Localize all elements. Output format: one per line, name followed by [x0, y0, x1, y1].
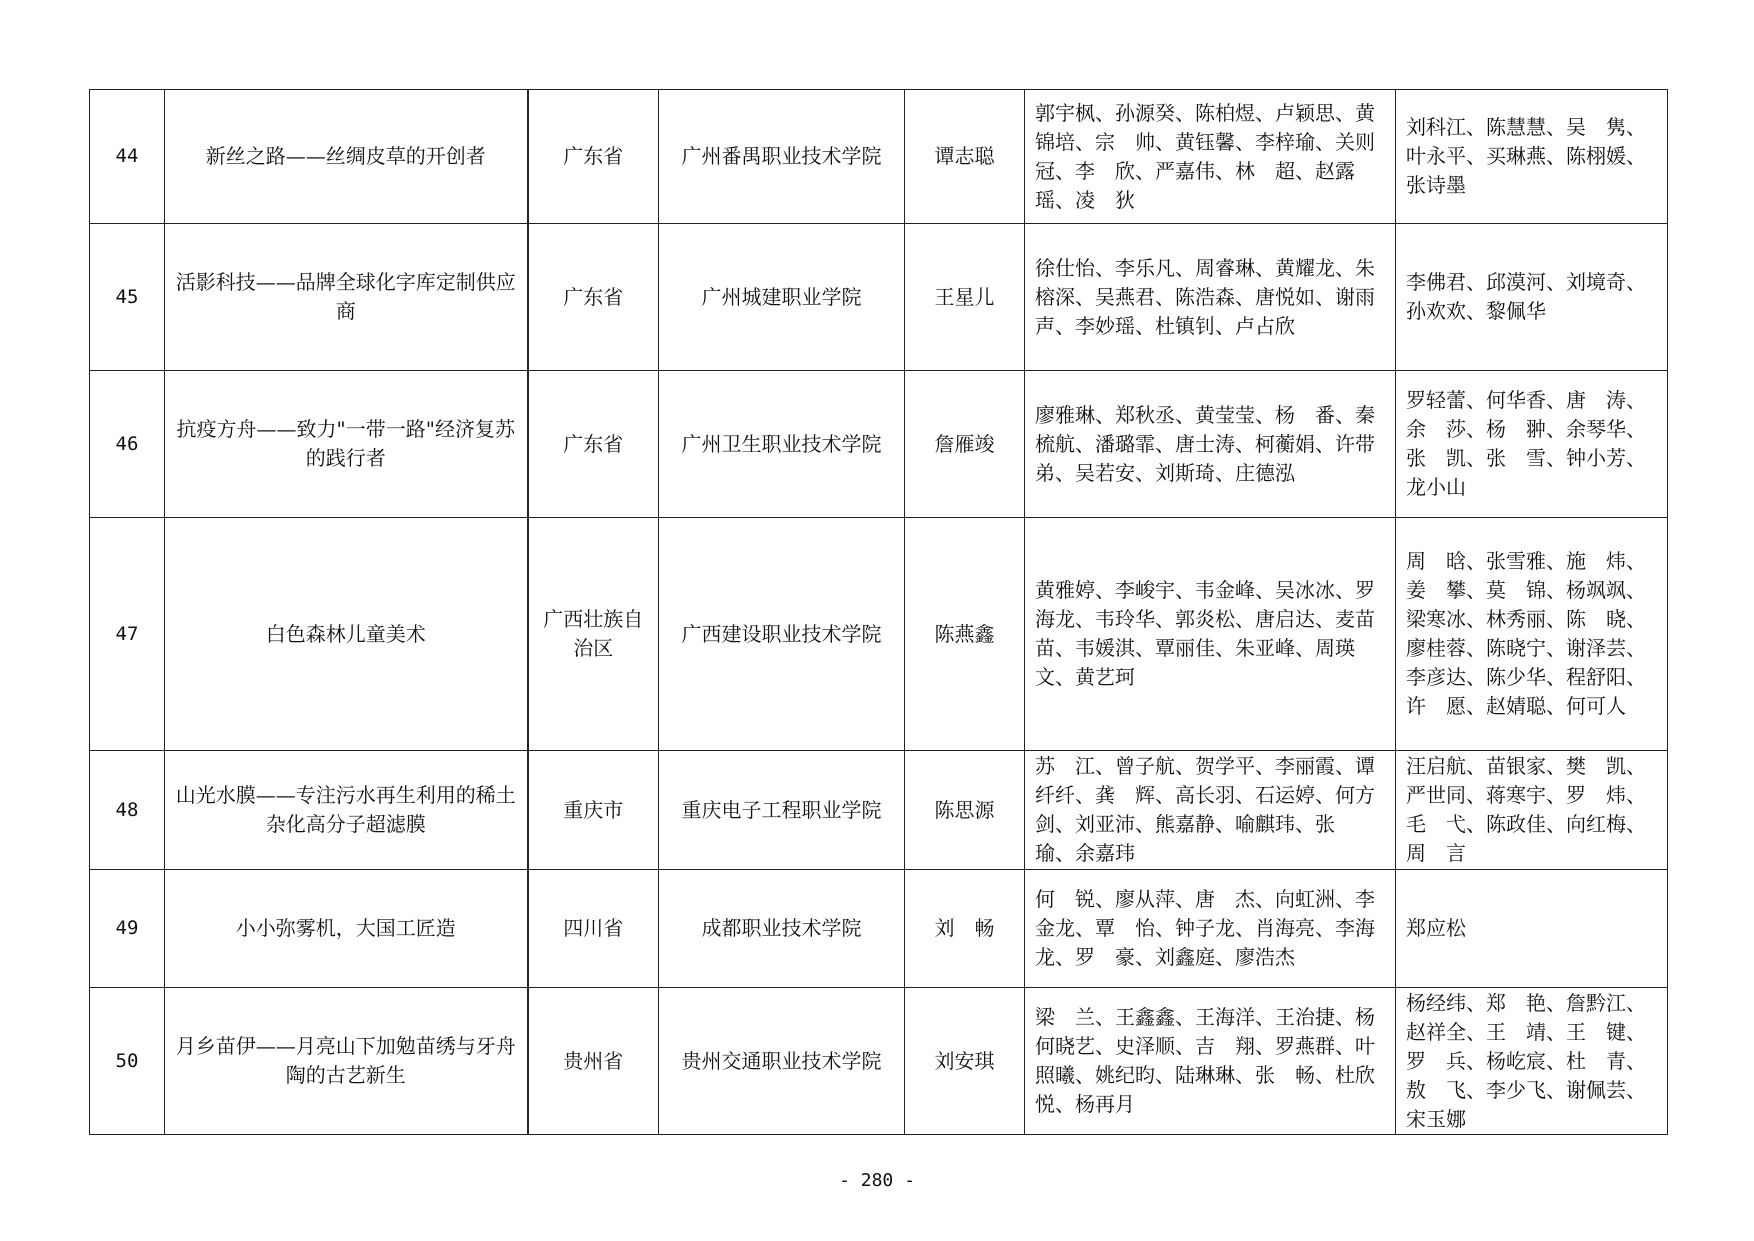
- school: 重庆电子工程职业学院: [659, 751, 905, 870]
- row-number: 44: [90, 90, 165, 224]
- table-row: [90, 988, 1668, 1135]
- project-name: 小小弥雾机，大国工匠造: [165, 870, 528, 988]
- team-leader: 陈思源: [905, 751, 1025, 870]
- row-number: 49: [90, 870, 165, 988]
- project-name: 活影科技——品牌全球化字库定制供应商: [165, 224, 528, 371]
- row-number: 48: [90, 751, 165, 870]
- advisors: 刘科江、陈慧慧、吴 隽、叶永平、买琳燕、陈栩媛、张诗墨: [1396, 90, 1668, 224]
- row-number: 45: [90, 224, 165, 371]
- advisors: 杨经纬、郑 艳、詹黔江、赵祥全、王 靖、王 键、罗 兵、杨屹宸、杜 青、敖 飞、李少飞、谢佩芸、宋玉娜: [1396, 988, 1668, 1135]
- project-name: 山光水膜——专注污水再生利用的稀土杂化高分子超滤膜: [165, 751, 528, 870]
- project-name: 抗疫方舟——致力"一带一路"经济复苏的践行者: [165, 371, 528, 518]
- table-row: [90, 870, 1668, 988]
- team-members: 黄雅婷、李峻宇、韦金峰、吴冰冰、罗海龙、韦玲华、郭炎松、唐启达、麦苗苗、韦媛淇、覃丽佳、朱亚峰、周瑛文、黄艺珂: [1025, 518, 1396, 751]
- school: 广州番禺职业技术学院: [659, 90, 905, 224]
- team-leader: 詹雁竣: [905, 371, 1025, 518]
- school: 广州卫生职业技术学院: [659, 371, 905, 518]
- project-name: 新丝之路——丝绸皮草的开创者: [165, 90, 528, 224]
- row-number: 46: [90, 371, 165, 518]
- school: 广西建设职业技术学院: [659, 518, 905, 751]
- table-row: [90, 90, 1668, 224]
- team-leader: 刘安琪: [905, 988, 1025, 1135]
- advisors: 郑应松: [1396, 870, 1668, 988]
- row-number: 47: [90, 518, 165, 751]
- row-number: 50: [90, 988, 165, 1135]
- advisors: 汪启航、苗银家、樊 凯、严世同、蒋寒宇、罗 炜、毛 弋、陈政佳、向红梅、周 言: [1396, 751, 1668, 870]
- table-row: [90, 518, 1668, 751]
- advisors: 李佛君、邱漠河、刘境奇、孙欢欢、黎佩华: [1396, 224, 1668, 371]
- team-members: 徐仕怡、李乐凡、周睿琳、黄耀龙、朱榕深、吴燕君、陈浩森、唐悦如、谢雨声、李妙瑶、杜镇钊、卢占欣: [1025, 224, 1396, 371]
- team-leader: 陈燕鑫: [905, 518, 1025, 751]
- province: 广西壮族自治区: [528, 518, 659, 751]
- team-leader: 王星儿: [905, 224, 1025, 371]
- page-number: - 280 -: [839, 1170, 915, 1191]
- province: 广东省: [528, 371, 659, 518]
- province: 广东省: [528, 90, 659, 224]
- advisors: 罗轻蕾、何华香、唐 涛、余 莎、杨 翀、余琴华、张 凯、张 雪、钟小芳、龙小山: [1396, 371, 1668, 518]
- team-members: 郭宇枫、孙源癸、陈柏煜、卢颖思、黄锦培、宗 帅、黄钰馨、李梓瑜、关则冠、李 欣、严嘉伟、林 超、赵露瑶、凌 狄: [1025, 90, 1396, 224]
- province: 贵州省: [528, 988, 659, 1135]
- project-name: 白色森林儿童美术: [165, 518, 528, 751]
- project-name: 月乡苗伊——月亮山下加勉苗绣与牙舟陶的古艺新生: [165, 988, 528, 1135]
- team-members: 梁 兰、王鑫鑫、王海洋、王治捷、杨何晓艺、史泽顺、吉 翔、罗燕群、叶照曦、姚纪昀、陆琳琳、张 畅、杜欣悦、杨再月: [1025, 988, 1396, 1135]
- table-row: [90, 371, 1668, 518]
- team-members: 廖雅琳、郑秋丞、黄莹莹、杨 番、秦梳航、潘璐霏、唐士涛、柯蘅娟、许带弟、吴若安、刘斯琦、庄德泓: [1025, 371, 1396, 518]
- school: 成都职业技术学院: [659, 870, 905, 988]
- province: 广东省: [528, 224, 659, 371]
- team-leader: 谭志聪: [905, 90, 1025, 224]
- award-table: [89, 89, 1668, 1135]
- province: 重庆市: [528, 751, 659, 870]
- school: 广州城建职业学院: [659, 224, 905, 371]
- team-members: 苏 江、曾子航、贺学平、李丽霞、谭纤纤、龚 辉、高长羽、石运婷、何方剑、刘亚沛、熊嘉静、喻麒玮、张 瑜、余嘉玮: [1025, 751, 1396, 870]
- table-row: [90, 751, 1668, 870]
- advisors: 周 晗、张雪雅、施 炜、姜 攀、莫 锦、杨飒飒、梁寒冰、林秀丽、陈 晓、廖桂蓉、陈晓宁、谢泽芸、李彦达、陈少华、程舒阳、许 愿、赵婧聪、何可人: [1396, 518, 1668, 751]
- table-row: [90, 224, 1668, 371]
- team-members: 何 锐、廖从萍、唐 杰、向虹洲、李金龙、覃 怡、钟子龙、肖海亮、李海龙、罗 豪、刘鑫庭、廖浩杰: [1025, 870, 1396, 988]
- province: 四川省: [528, 870, 659, 988]
- team-leader: 刘 畅: [905, 870, 1025, 988]
- school: 贵州交通职业技术学院: [659, 988, 905, 1135]
